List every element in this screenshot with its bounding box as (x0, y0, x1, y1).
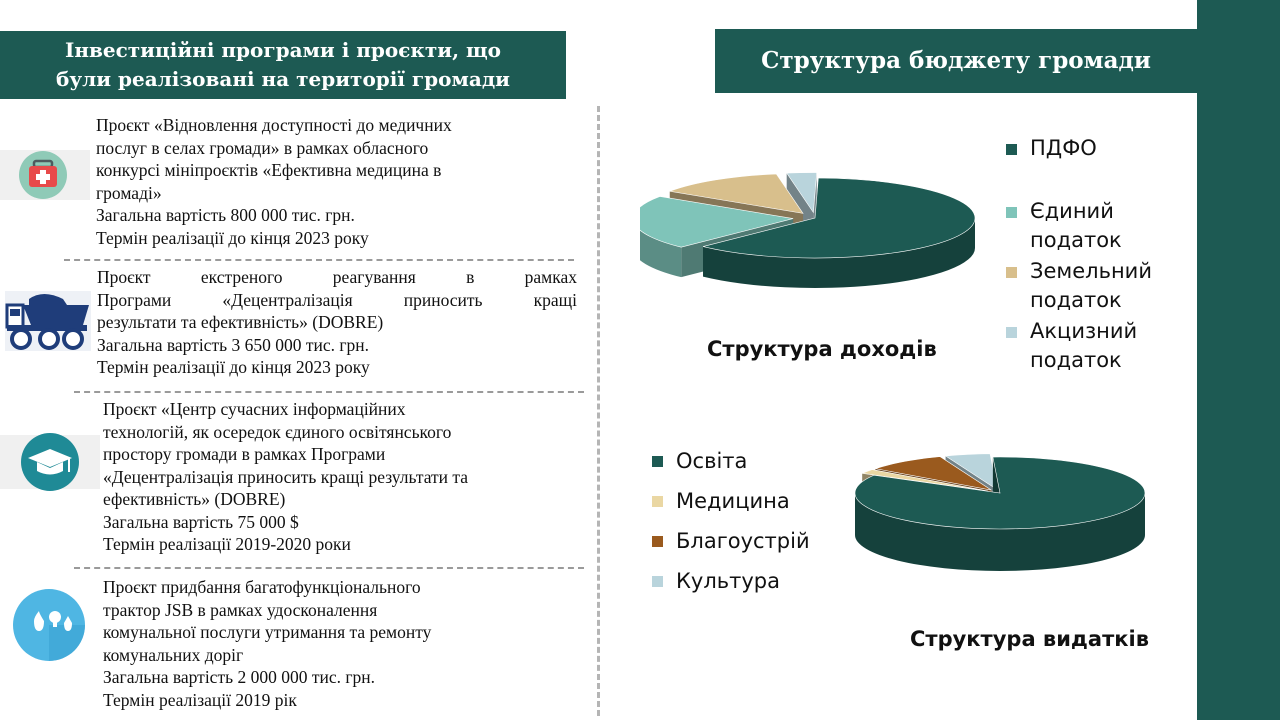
project-3-line-4: «Децентралізація приносить кращі результати та (103, 466, 469, 487)
expenses-legend-label: Освіта (676, 449, 748, 473)
income-legend-label-cont: податок (1030, 288, 1122, 312)
expenses-legend (650, 441, 850, 601)
income-pie-chart (640, 170, 990, 295)
project-3-text (103, 398, 583, 556)
income-legend-swatch (1006, 327, 1017, 338)
income-chart-title: Структура доходів (707, 337, 937, 361)
project-1-line-4: громаді» (96, 182, 162, 203)
expenses-chart-title: Структура видатків (910, 627, 1149, 651)
income-legend-label: ПДФО (1030, 136, 1097, 160)
project-2-line-1: Проєкт екстреного реагування в рамках (97, 267, 577, 287)
project-4-line-3: комунальної послуги утримання та ремонту (103, 622, 432, 642)
project-3-line-5: ефективність» (DOBRE) (103, 489, 286, 509)
right-decorative-band (1197, 0, 1280, 720)
project-4-text (103, 576, 583, 711)
expenses-legend-item-education (650, 441, 850, 481)
income-legend-item-excise-tax (1004, 317, 1194, 375)
income-legend (1004, 134, 1194, 375)
project-2-icon-box (5, 291, 91, 351)
expenses-legend-item-culture (650, 561, 850, 601)
expenses-legend-label: Медицина (676, 489, 790, 513)
project-3-line-3: простору громади в рамках Програми (103, 444, 386, 464)
project-2-text (97, 266, 577, 379)
project-3-line-7: Термін реалізації 2019-2020 роки (103, 534, 351, 554)
expenses-legend-swatch (652, 536, 663, 547)
budget-section-header: Структура бюджету громади (715, 29, 1197, 93)
income-legend-label-cont: податок (1030, 348, 1122, 372)
project-1-icon-box (0, 150, 90, 200)
project-1-line-3: конкурсі мініпроєктів «Ефективна медицина в (96, 160, 442, 180)
project-divider-1 (64, 259, 574, 261)
investment-header-line-1: Інвестиційні програми і проєкти, що (64, 38, 502, 62)
first-aid-kit-icon (0, 150, 90, 200)
project-2-line-2: Програми «Децентралізація приносить кращі (97, 289, 577, 310)
project-3-line-6: Загальна вартість 75 000 $ (103, 511, 299, 532)
income-legend-item-single-tax (1004, 197, 1194, 255)
utilities-icon (12, 587, 87, 663)
project-4-line-2: трактор JSB в рамках удосконалення (103, 599, 378, 620)
expenses-legend-label: Культура (676, 569, 780, 593)
project-4-line-6: Термін реалізації 2019 рік (103, 689, 297, 710)
income-legend-label-cont: податок (1030, 228, 1122, 252)
project-1-line-1: Проєкт «Відновлення доступності до медичних (96, 115, 452, 135)
income-legend-item-land-tax (1004, 257, 1194, 315)
project-2-line-5: Термін реалізації до кінця 2023 року (97, 357, 370, 377)
project-divider-2 (74, 391, 584, 393)
expenses-legend-swatch (652, 496, 663, 507)
project-1-text (96, 114, 566, 249)
income-legend-label: Єдиний (1030, 199, 1114, 223)
expenses-legend-item-medicine (650, 481, 850, 521)
project-1-line-2: послуг в селах громади» в рамках обласного (96, 137, 429, 158)
income-legend-item-pdfo (1004, 134, 1194, 163)
income-legend-label: Акцизний (1030, 319, 1138, 343)
project-2-line-3: результати та ефективність» (DOBRE) (97, 312, 384, 332)
project-3-line-2: технологій, як осередок єдиного освітянського (103, 421, 452, 442)
project-4-line-1: Проєкт придбання багатофункціонального (103, 577, 421, 597)
expenses-legend-label: Благоустрій (676, 529, 810, 553)
investment-section-header (0, 31, 566, 99)
expenses-legend-swatch (652, 456, 663, 467)
project-4-line-5: Загальна вартість 2 000 000 тис. грн. (103, 667, 376, 687)
graduation-cap-icon (0, 432, 100, 492)
expenses-legend-swatch (652, 576, 663, 587)
project-3-line-1: Проєкт «Центр сучасних інформаційних (103, 399, 406, 419)
dump-truck-icon (5, 291, 91, 351)
income-legend-swatch (1006, 144, 1017, 155)
income-legend-label: Земельний (1030, 259, 1152, 283)
expenses-legend-item-landscaping (650, 521, 850, 561)
project-4-icon-box (12, 587, 87, 663)
project-1-line-6: Термін реалізації до кінця 2023 року (96, 227, 369, 248)
income-legend-swatch (1006, 207, 1017, 218)
income-legend-swatch (1006, 267, 1017, 278)
project-3-icon-box (0, 432, 100, 492)
project-divider-3 (74, 567, 584, 569)
investment-header-line-2: були реалізовані на території громади (55, 67, 510, 91)
project-4-line-4: комунальних доріг (103, 644, 244, 665)
project-2-line-4: Загальна вартість 3 650 000 тис. грн. (97, 334, 370, 355)
expenses-pie-chart (845, 445, 1175, 585)
project-1-line-5: Загальна вартість 800 000 тис. грн. (96, 205, 355, 225)
vertical-divider (597, 106, 600, 716)
